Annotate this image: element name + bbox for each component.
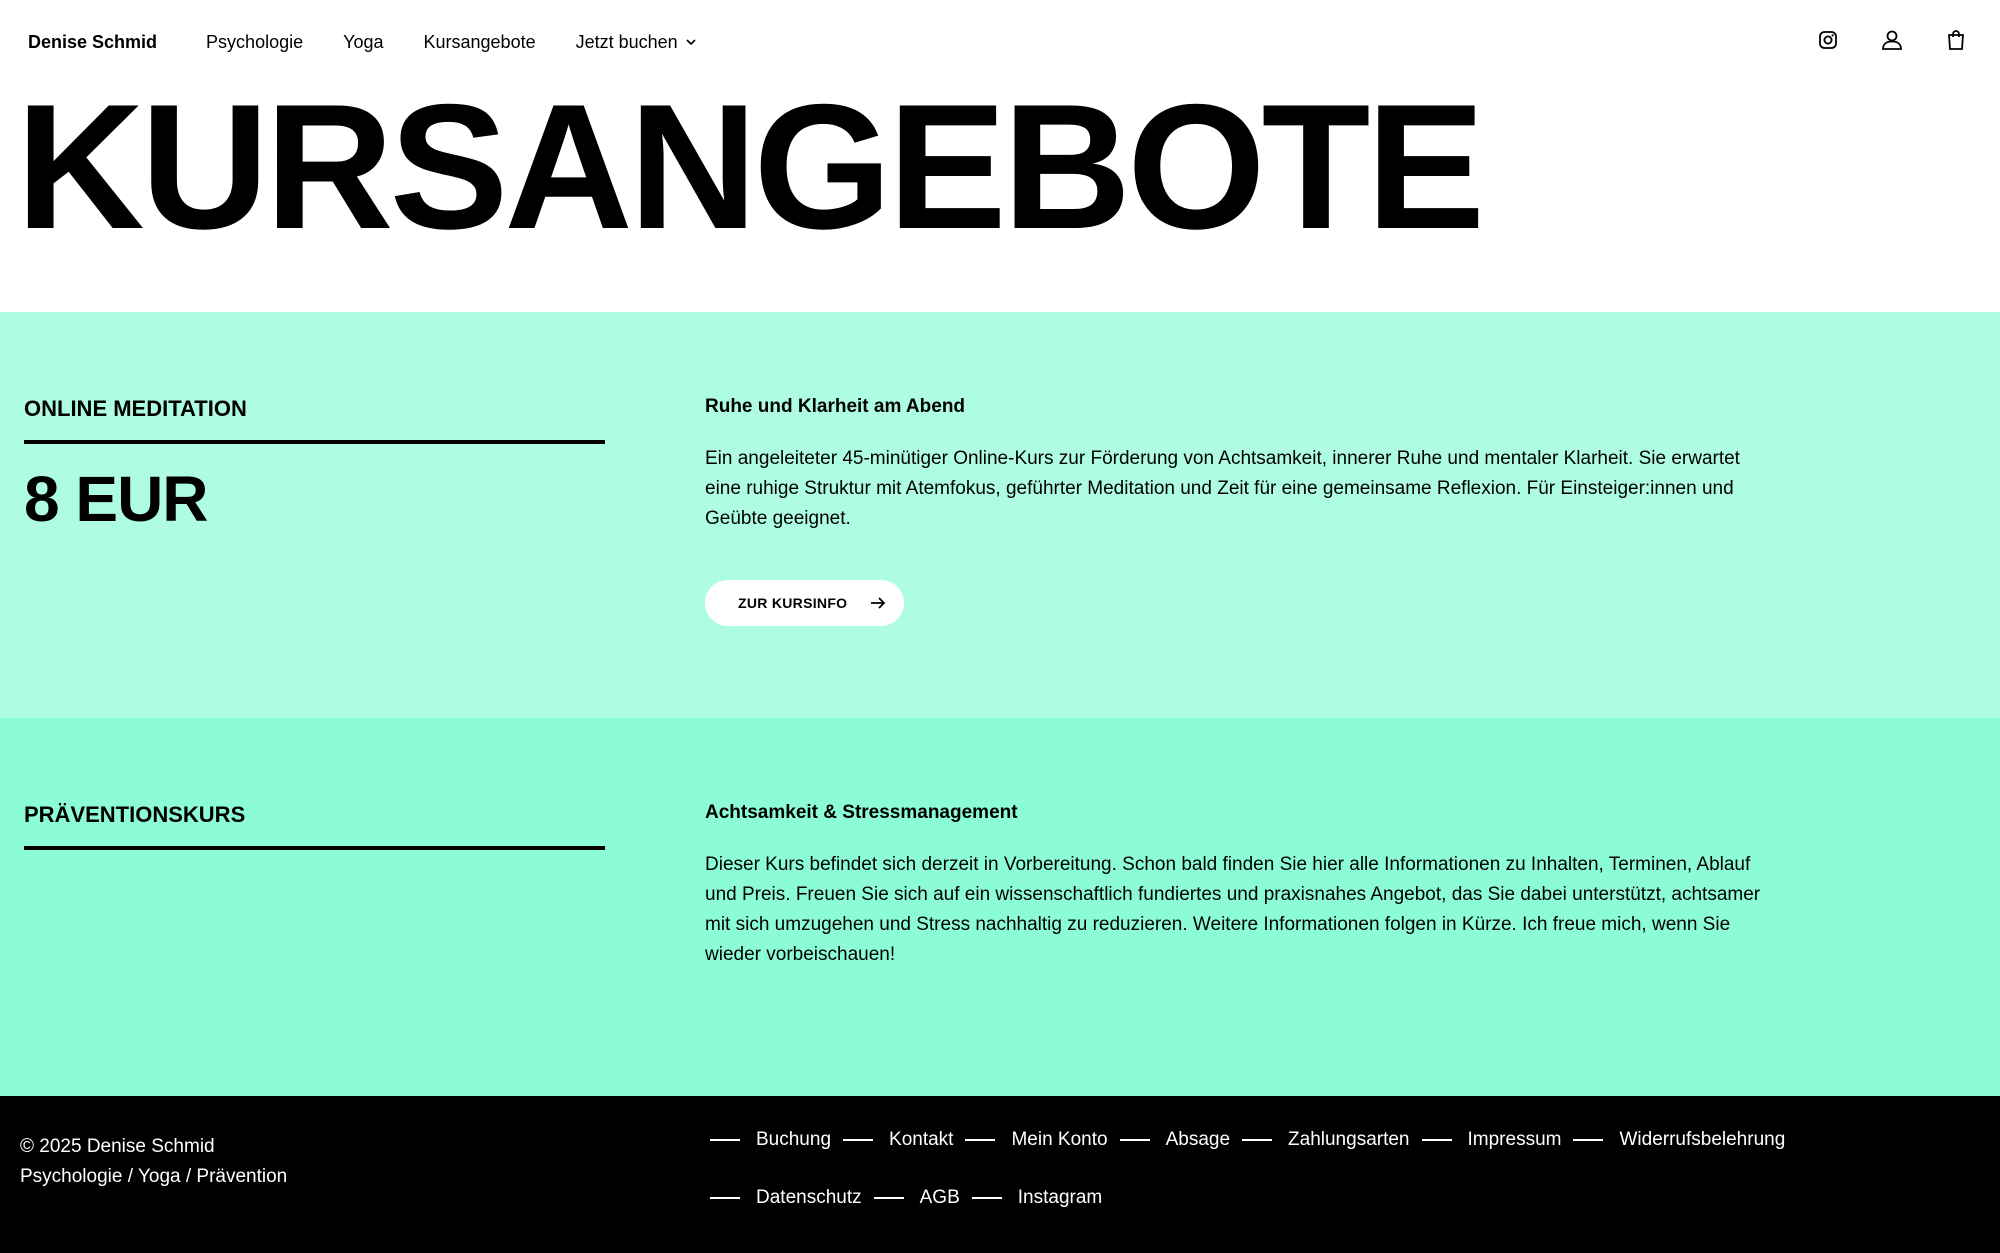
tagline: Psychologie / Yoga / Prävention [20, 1166, 288, 1187]
footer-link-label: Mein Konto [1011, 1129, 1108, 1150]
course-price: 8 EUR [24, 463, 208, 535]
course-label: PRÄVENTIONSKURS [24, 802, 605, 850]
course-header [24, 802, 605, 850]
footer-link-label: Widerrufsbelehrung [1619, 1129, 1786, 1150]
footer-link-mein-konto[interactable] [965, 1118, 1107, 1162]
course-details [705, 396, 1775, 534]
course-header [24, 396, 605, 536]
dash-divider [972, 1197, 1002, 1199]
course-subtitle: Ruhe und Klarheit am Abend [705, 396, 966, 417]
instagram-icon[interactable] [1814, 26, 1842, 54]
footer-link-label: Zahlungsarten [1288, 1129, 1410, 1150]
dash-divider [710, 1139, 740, 1141]
arrow-right-icon [869, 594, 887, 612]
footer-link-kontakt[interactable] [843, 1118, 953, 1162]
main-nav [206, 32, 698, 53]
dash-divider [1573, 1139, 1603, 1141]
header-icons [1814, 26, 1970, 54]
nav-label: Jetzt buchen [575, 31, 678, 52]
footer-link-instagram[interactable] [972, 1176, 1102, 1220]
nav-label: Kursangebote [423, 31, 536, 52]
footer-link-absage[interactable] [1120, 1118, 1230, 1162]
footer-info [20, 1132, 287, 1192]
nav-item-jetzt-buchen[interactable] [576, 32, 698, 53]
site-footer [0, 1096, 2000, 1253]
footer-link-agb[interactable] [874, 1176, 960, 1220]
page-title: KURSANGEBOTE [16, 67, 1482, 266]
footer-link-widerrufsbelehrung[interactable] [1573, 1118, 1785, 1162]
cta-label: ZUR KURSINFO [738, 595, 848, 611]
course-label: ONLINE MEDITATION [24, 396, 605, 444]
footer-link-label: Impressum [1467, 1129, 1562, 1150]
account-icon[interactable] [1878, 26, 1906, 54]
cart-icon[interactable] [1942, 26, 1970, 54]
footer-link-datenschutz[interactable] [710, 1176, 862, 1220]
course-description: Ein angeleiteter 45-minütiger Online-Kurs zur Förderung von Achtsamkeit, innerer Ruhe und mentaler Klarheit. Sie erwartet eine ruhige Struktur mit Atemfokus, geführter Meditation und Zeit für eine gemeinsame Reflexion. Für Einsteiger:innen und Geübte geeignet. [705, 448, 1740, 529]
dash-divider [843, 1139, 873, 1141]
dash-divider [874, 1197, 904, 1199]
footer-link-label: Instagram [1017, 1187, 1103, 1208]
footer-link-label: Datenschutz [756, 1187, 862, 1208]
nav-item-psychologie[interactable] [206, 32, 303, 53]
brand-logo[interactable]: Denise Schmid [28, 31, 158, 52]
nav-item-kursangebote[interactable] [424, 32, 536, 53]
footer-link-zahlungsarten[interactable] [1242, 1118, 1409, 1162]
copyright: © 2025 Denise Schmid [20, 1136, 215, 1157]
dash-divider [1120, 1139, 1150, 1141]
nav-label: Psychologie [206, 31, 304, 52]
footer-link-label: AGB [919, 1187, 960, 1208]
footer-link-label: Buchung [756, 1129, 832, 1150]
footer-link-impressum[interactable] [1422, 1118, 1562, 1162]
footer-link-label: Absage [1165, 1129, 1231, 1150]
footer-links [710, 1118, 1960, 1220]
footer-link-buchung[interactable] [710, 1118, 831, 1162]
nav-item-yoga[interactable] [343, 32, 383, 53]
course-info-button[interactable] [705, 580, 904, 626]
course-description: Dieser Kurs befindet sich derzeit in Vorbereitung. Schon bald finden Sie hier alle Informationen zu Inhalten, Terminen, Ablauf und Preis. Freuen Sie sich auf ein wissenschaftlich fundiertes und praxisnahes Angebot, das Sie dabei unterstützt, achtsamer mit sich umzugehen und Stress nachhaltig zu reduzieren. Weitere Informationen folgen in Kürze. Ich freue mich, wenn Sie wieder vorbeischauen! [705, 854, 1761, 965]
course-subtitle: Achtsamkeit & Stressmanagement [705, 802, 1018, 823]
dash-divider [1242, 1139, 1272, 1141]
dash-divider [1422, 1139, 1452, 1141]
dash-divider [710, 1197, 740, 1199]
course-online-meditation [0, 312, 2000, 718]
course-details [705, 802, 1775, 970]
footer-link-label: Kontakt [889, 1129, 954, 1150]
course-praeventionskurs [0, 718, 2000, 1096]
chevron-down-icon [684, 35, 698, 49]
dash-divider [965, 1139, 995, 1141]
nav-label: Yoga [343, 31, 384, 52]
